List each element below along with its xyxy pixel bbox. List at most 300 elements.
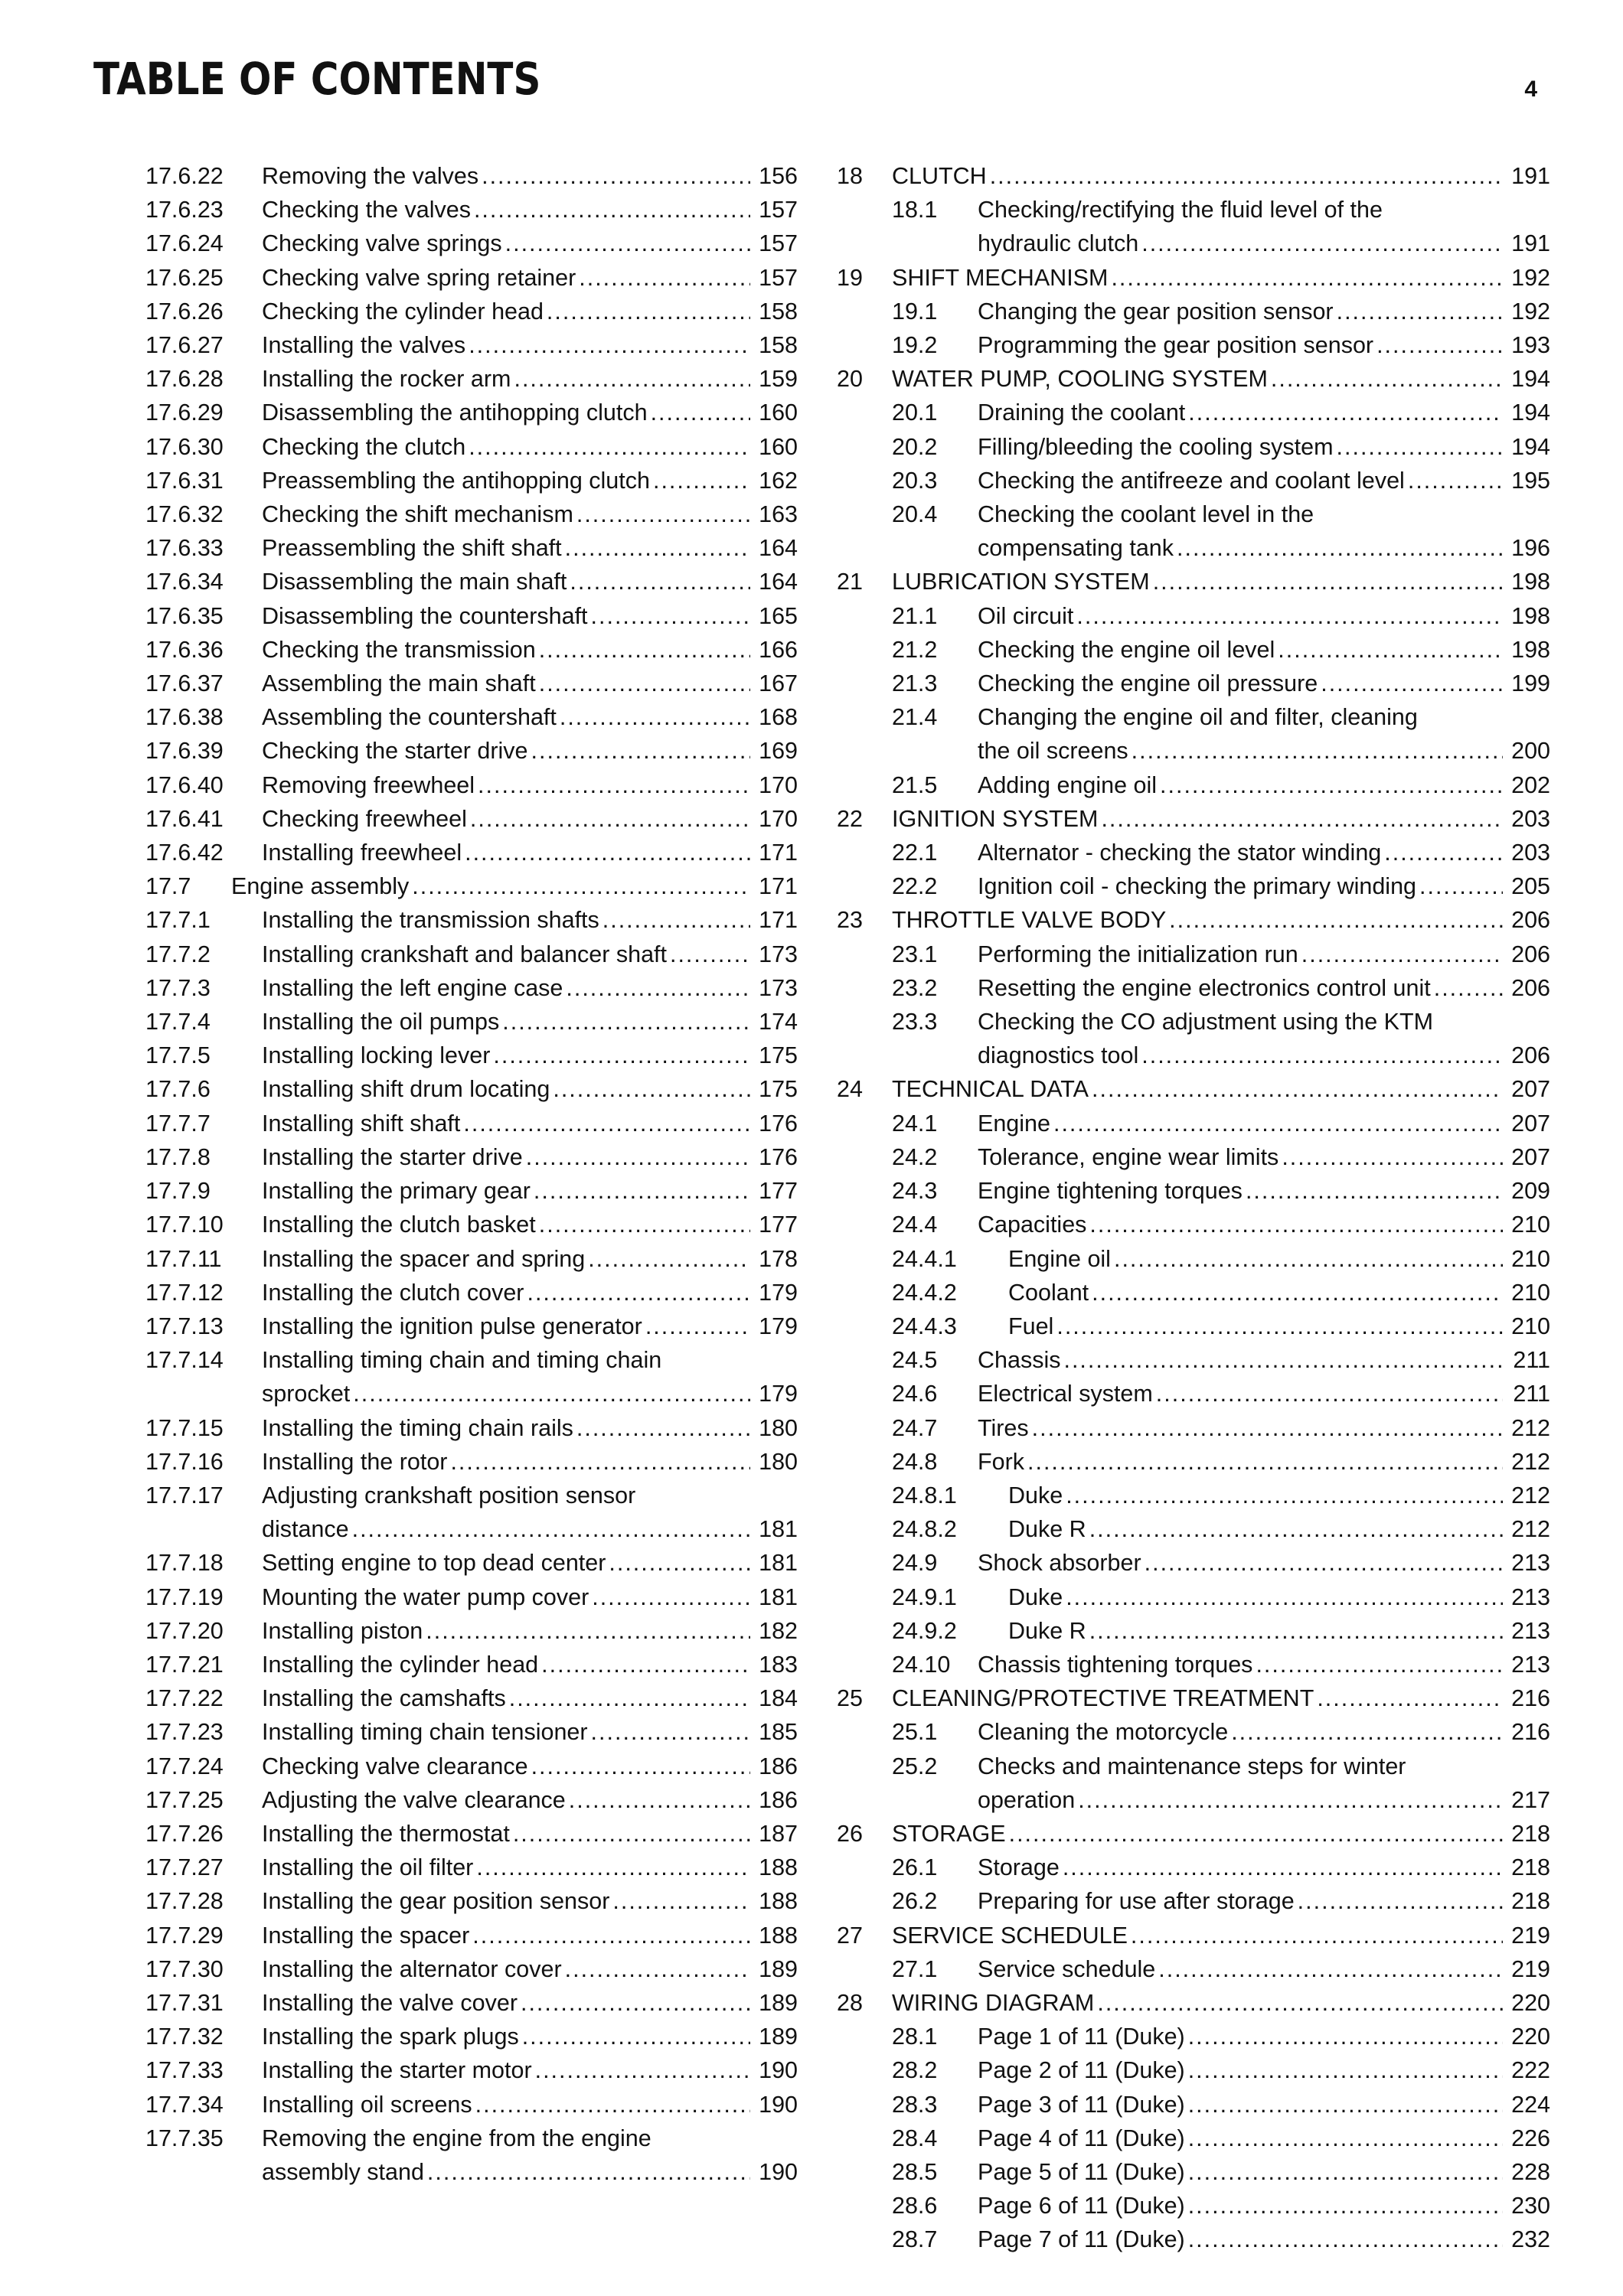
toc-entry[interactable] — [837, 869, 1550, 903]
toc-entry-body — [262, 1174, 798, 1208]
toc-entry[interactable] — [145, 2122, 798, 2189]
toc-indent — [837, 1750, 892, 1817]
toc-entry-last-line — [978, 2189, 1550, 2223]
toc-entry-title: Chassis tightening torques — [978, 1651, 1253, 1678]
toc-entry-page: 192 — [1511, 264, 1550, 291]
toc-entry-page: 193 — [1511, 332, 1550, 359]
toc-entry[interactable] — [837, 1512, 1550, 1546]
toc-entry[interactable] — [837, 700, 1550, 768]
toc-entry[interactable] — [837, 903, 1550, 937]
toc-entry[interactable] — [145, 295, 798, 328]
toc-entry[interactable] — [837, 768, 1550, 802]
toc-entry[interactable] — [145, 1648, 798, 1681]
toc-entry-title: Installing the spark plugs — [262, 2024, 519, 2050]
toc-entry[interactable] — [837, 1208, 1550, 1241]
toc-entry[interactable] — [837, 1817, 1550, 1851]
toc-entry[interactable] — [837, 1377, 1550, 1411]
toc-indent — [837, 2155, 892, 2189]
toc-entry-title: Installing the valve cover — [262, 1989, 518, 2016]
dot-leader — [1156, 1377, 1503, 1411]
toc-entry[interactable] — [145, 1851, 798, 1884]
toc-entry-number: 25.1 — [892, 1719, 938, 1746]
toc-entry-last-line — [262, 971, 798, 1005]
toc-entry-title: Checking the clutch — [262, 433, 466, 460]
toc-entry-body — [978, 1174, 1550, 1208]
toc-entry[interactable] — [145, 1309, 798, 1343]
toc-entry[interactable] — [837, 1614, 1550, 1648]
toc-entry-page: 207 — [1511, 1076, 1550, 1103]
dot-leader — [1153, 565, 1503, 598]
toc-indent — [837, 633, 892, 667]
toc-entry-title: Oil circuit — [978, 602, 1074, 629]
toc-entry[interactable] — [145, 2088, 798, 2122]
toc-entry-title: Installing the camshafts — [262, 1685, 506, 1712]
toc-entry[interactable] — [837, 565, 1550, 598]
toc-entry-page: 188 — [759, 1888, 798, 1915]
toc-entry-number: 17.7.16 — [145, 1448, 224, 1475]
toc-entry[interactable] — [145, 2020, 798, 2053]
toc-entry[interactable] — [837, 1411, 1550, 1445]
toc-entry-title: SHIFT MECHANISM — [892, 264, 1109, 291]
toc-entry-page: 156 — [759, 163, 798, 189]
dot-leader — [475, 2088, 750, 2122]
toc-entry-number: 17.7.13 — [145, 1313, 224, 1339]
toc-entry-last-line — [262, 1039, 798, 1072]
toc-entry-page: 171 — [759, 873, 798, 900]
toc-entry[interactable] — [837, 1479, 1550, 1512]
toc-indent — [837, 1715, 892, 1749]
toc-entry-page: 178 — [759, 1245, 798, 1272]
toc-entry-title: Changing the engine oil and filter, cleaning — [978, 704, 1418, 731]
dot-leader — [592, 1580, 750, 1614]
toc-entry-title: Installing the cylinder head — [262, 1651, 539, 1678]
toc-entry-number: 17.7.7 — [145, 1110, 211, 1137]
toc-entry-last-line — [262, 1107, 798, 1140]
toc-entry-number: 17.7.25 — [145, 1786, 224, 1813]
toc-entry[interactable] — [837, 464, 1550, 497]
dot-leader — [427, 2155, 750, 2189]
dot-leader — [1089, 1208, 1503, 1241]
toc-entry-title-continued: distance — [262, 1516, 349, 1543]
toc-entry[interactable] — [145, 768, 798, 802]
toc-entry-last-line — [892, 261, 1550, 295]
toc-indent — [837, 2088, 892, 2122]
toc-entry-title: Engine oil — [1008, 1245, 1111, 1272]
toc-entry-body — [262, 1411, 798, 1445]
toc-entry[interactable] — [145, 1884, 798, 1918]
toc-entry[interactable] — [145, 903, 798, 937]
toc-entry-body — [978, 700, 1550, 768]
toc-entry[interactable] — [837, 1580, 1550, 1614]
toc-entry-page: 212 — [1511, 1414, 1550, 1441]
toc-entry-page: 179 — [759, 1313, 798, 1339]
toc-entry[interactable] — [837, 1952, 1550, 1986]
toc-entry-title: Tolerance, engine wear limits — [978, 1143, 1279, 1170]
toc-entry-body — [262, 1242, 798, 1276]
toc-indent — [837, 869, 892, 903]
dot-leader — [1301, 938, 1503, 971]
toc-entry-page: 173 — [759, 941, 798, 967]
toc-entry-body — [978, 1546, 1550, 1580]
toc-entry[interactable] — [145, 1411, 798, 1445]
toc-entry-number: 28.6 — [892, 2193, 938, 2219]
toc-entry[interactable] — [837, 497, 1550, 565]
toc-entry[interactable] — [837, 599, 1550, 633]
toc-entry[interactable] — [837, 1986, 1550, 2020]
toc-entry[interactable] — [837, 261, 1550, 295]
toc-entry-title: Checking the antifreeze and coolant level — [978, 467, 1405, 494]
toc-entry[interactable] — [837, 633, 1550, 667]
toc-entry-number: 22 — [837, 805, 863, 832]
toc-indent — [837, 938, 892, 971]
dot-leader — [463, 1107, 750, 1140]
toc-entry-number: 28.5 — [892, 2158, 938, 2185]
dot-leader — [651, 396, 750, 429]
toc-entry[interactable] — [145, 802, 798, 836]
toc-entry[interactable] — [145, 971, 798, 1005]
toc-entry[interactable] — [145, 497, 798, 531]
toc-entry-title: Tires — [978, 1414, 1029, 1441]
toc-entry-number: 17.7.22 — [145, 1685, 224, 1712]
toc-entry[interactable] — [837, 1174, 1550, 1208]
toc-entry[interactable] — [145, 362, 798, 396]
toc-entry[interactable] — [145, 1445, 798, 1479]
toc-entry[interactable] — [145, 1005, 798, 1039]
toc-entry[interactable] — [145, 700, 798, 734]
toc-entry[interactable] — [837, 2088, 1550, 2122]
toc-entry-number: 24.9 — [892, 1550, 938, 1577]
toc-entry-title: Storage — [978, 1854, 1060, 1881]
toc-entry[interactable] — [837, 1276, 1550, 1309]
toc-entry-page: 171 — [759, 840, 798, 866]
toc-entry-page: 216 — [1511, 1685, 1550, 1712]
toc-entry[interactable] — [145, 464, 798, 497]
toc-entry[interactable] — [145, 1039, 798, 1072]
toc-entry-title: Installing crankshaft and balancer shaft — [262, 941, 667, 967]
toc-entry[interactable] — [837, 193, 1550, 260]
toc-entry-body — [262, 700, 798, 734]
toc-entry-page: 219 — [1511, 1955, 1550, 1982]
toc-entry[interactable] — [837, 2053, 1550, 2087]
toc-entry[interactable] — [837, 971, 1550, 1005]
toc-entry[interactable] — [145, 836, 798, 869]
toc-entry-page: 196 — [1511, 535, 1550, 562]
toc-entry-last-line — [978, 633, 1550, 667]
toc-indent — [837, 2122, 892, 2155]
toc-entry[interactable] — [145, 227, 798, 260]
toc-entry-body — [978, 2020, 1550, 2053]
toc-entry-body — [978, 836, 1550, 869]
toc-entry-last-line — [978, 464, 1550, 497]
toc-entry-last-line — [262, 2020, 798, 2053]
toc-entry[interactable] — [837, 159, 1550, 193]
toc-entry-body — [262, 565, 798, 598]
toc-entry-page: 226 — [1511, 2125, 1550, 2151]
toc-entry-last-line — [262, 2088, 798, 2122]
toc-entry-last-line — [262, 328, 798, 362]
toc-entry[interactable] — [145, 1479, 798, 1546]
toc-entry-title: Installing the rotor — [262, 1448, 448, 1475]
dot-leader — [478, 768, 750, 802]
toc-entry-title: Removing freewheel — [262, 771, 475, 798]
toc-entry-body — [262, 1445, 798, 1479]
toc-entry[interactable] — [145, 430, 798, 464]
toc-entry-page: 211 — [1513, 1381, 1550, 1407]
toc-entry-page: 194 — [1511, 400, 1550, 426]
dot-leader — [579, 261, 750, 295]
toc-entry-last-line — [1008, 1276, 1550, 1309]
toc-entry[interactable] — [145, 531, 798, 565]
toc-entry-last-line — [262, 1309, 798, 1343]
toc-entry[interactable] — [145, 1072, 798, 1106]
toc-entry-last-line — [978, 971, 1550, 1005]
toc-entry-number: 17.7.31 — [145, 1989, 224, 2016]
dot-leader — [450, 1445, 750, 1479]
toc-entry-title: Page 3 of 11 (Duke) — [978, 2091, 1185, 2118]
toc-entry-title: WATER PUMP, COOLING SYSTEM — [892, 366, 1268, 393]
toc-entry[interactable] — [145, 734, 798, 768]
toc-entry[interactable] — [145, 1783, 798, 1817]
dot-leader — [531, 734, 750, 768]
toc-entry-page: 210 — [1511, 1212, 1550, 1238]
toc-entry-page: 191 — [1511, 230, 1550, 257]
toc-entry-body — [262, 1750, 798, 1783]
toc-entry-number: 26.2 — [892, 1888, 938, 1915]
toc-entry[interactable] — [145, 1174, 798, 1208]
toc-entry[interactable] — [837, 836, 1550, 869]
toc-entry[interactable] — [145, 869, 798, 903]
toc-entry-title: Installing the spacer — [262, 1922, 470, 1949]
toc-entry-page: 179 — [759, 1279, 798, 1306]
toc-entry-body — [262, 1039, 798, 1072]
toc-entry-page: 158 — [759, 332, 798, 359]
toc-entry[interactable] — [837, 2155, 1550, 2189]
toc-entry[interactable] — [145, 1681, 798, 1715]
dot-leader — [522, 2020, 750, 2053]
toc-entry[interactable] — [837, 1005, 1550, 1072]
toc-left-column — [145, 159, 798, 2189]
toc-entry[interactable] — [145, 328, 798, 362]
toc-entry[interactable] — [837, 1715, 1550, 1749]
dot-leader — [472, 1919, 750, 1952]
toc-entry-number: 24 — [837, 1076, 863, 1103]
toc-entry[interactable] — [145, 1580, 798, 1614]
toc-entry-body — [262, 497, 798, 531]
dot-leader — [469, 430, 750, 464]
toc-entry-last-line — [978, 836, 1550, 869]
toc-entry-last-line — [978, 1411, 1550, 1445]
toc-entry[interactable] — [145, 1919, 798, 1952]
toc-entry-title-continued: operation — [978, 1786, 1076, 1813]
toc-entry-number: 17.6.35 — [145, 602, 224, 629]
toc-entry-title: Installing the spacer and spring — [262, 1245, 586, 1272]
toc-entry[interactable] — [837, 2020, 1550, 2053]
toc-indent — [837, 1005, 892, 1072]
dot-leader — [426, 1614, 750, 1648]
toc-entry[interactable] — [145, 1276, 798, 1309]
toc-entry-body — [978, 1952, 1550, 1986]
toc-indent — [837, 2020, 892, 2053]
toc-entry[interactable] — [837, 1343, 1550, 1377]
toc-entry-number: 21.5 — [892, 771, 938, 798]
toc-entry-number: 24.4 — [892, 1212, 938, 1238]
toc-entry-last-line — [262, 1174, 798, 1208]
toc-entry-number: 22.2 — [892, 873, 938, 900]
toc-entry[interactable] — [145, 1986, 798, 2020]
toc-entry[interactable] — [837, 295, 1550, 328]
toc-entry-title: Preassembling the shift shaft — [262, 535, 562, 562]
toc-entry[interactable] — [837, 1648, 1550, 1681]
toc-entry[interactable] — [837, 1884, 1550, 1918]
toc-entry[interactable] — [145, 1107, 798, 1140]
toc-entry[interactable] — [837, 1546, 1550, 1580]
toc-entry-body — [978, 1715, 1550, 1749]
toc-entry-number: 24.9.2 — [892, 1617, 957, 1644]
toc-entry[interactable] — [145, 1750, 798, 1783]
toc-indent — [837, 599, 892, 633]
toc-entry-page: 190 — [759, 2158, 798, 2185]
toc-entry-body — [978, 2155, 1550, 2189]
toc-entry-last-line — [978, 768, 1550, 802]
toc-entry-last-line — [262, 768, 798, 802]
toc-entry[interactable] — [145, 1140, 798, 1174]
toc-entry-title: Performing the initialization run — [978, 941, 1298, 967]
toc-entry[interactable] — [837, 1919, 1550, 1952]
dot-leader — [1384, 836, 1503, 869]
toc-entry-number: 17.7.12 — [145, 1279, 224, 1306]
toc-entry-title: Installing oil screens — [262, 2091, 472, 2118]
toc-entry-title-continued: sprocket — [262, 1381, 351, 1407]
toc-entry-title-continued: assembly stand — [262, 2158, 424, 2185]
toc-entry[interactable] — [145, 2053, 798, 2087]
toc-indent — [837, 1174, 892, 1208]
toc-entry[interactable] — [145, 1715, 798, 1749]
toc-entry[interactable] — [837, 1851, 1550, 1884]
toc-entry[interactable] — [837, 1681, 1550, 1715]
toc-entry[interactable] — [837, 2122, 1550, 2155]
toc-entry-title: THROTTLE VALVE BODY — [892, 907, 1167, 934]
toc-entry[interactable] — [837, 362, 1550, 396]
toc-entry[interactable] — [145, 667, 798, 700]
dot-leader — [1188, 396, 1503, 429]
toc-indent — [837, 464, 892, 497]
toc-entry-number: 19.1 — [892, 298, 938, 325]
toc-entry-last-line — [978, 1174, 1550, 1208]
toc-entry[interactable] — [145, 938, 798, 971]
toc-entry[interactable] — [837, 1107, 1550, 1140]
toc-entry[interactable] — [837, 328, 1550, 362]
toc-entry-page: 188 — [759, 1922, 798, 1949]
toc-entry-page: 168 — [759, 704, 798, 731]
toc-entry[interactable] — [145, 1208, 798, 1241]
toc-entry-body — [262, 802, 798, 836]
toc-entry[interactable] — [837, 938, 1550, 971]
dot-leader — [553, 1072, 750, 1106]
dot-leader — [352, 1512, 750, 1546]
toc-entry-number: 17.6.38 — [145, 704, 224, 731]
toc-entry[interactable] — [145, 1343, 798, 1411]
toc-entry-last-line — [978, 430, 1550, 464]
toc-entry-last-line — [978, 1039, 1550, 1072]
toc-indent — [837, 2053, 892, 2087]
toc-entry-page: 175 — [759, 1042, 798, 1069]
toc-entry-number: 24.4.3 — [892, 1313, 957, 1339]
toc-entry-last-line — [262, 1580, 798, 1614]
toc-entry[interactable] — [837, 1242, 1550, 1276]
toc-entry-title: STORAGE — [892, 1820, 1006, 1847]
toc-entry[interactable] — [145, 633, 798, 667]
toc-entry[interactable] — [145, 1546, 798, 1580]
dot-leader — [1145, 1546, 1503, 1580]
toc-entry[interactable] — [837, 667, 1550, 700]
dot-leader — [539, 1208, 750, 1241]
toc-entry[interactable] — [145, 159, 798, 193]
toc-entry-title: Duke — [1008, 1482, 1063, 1508]
dot-leader — [1101, 802, 1503, 836]
toc-entry[interactable] — [837, 1309, 1550, 1343]
toc-entry-last-line — [978, 1648, 1550, 1681]
toc-entry[interactable] — [837, 2223, 1550, 2256]
toc-entry[interactable] — [145, 193, 798, 227]
toc-entry[interactable] — [145, 261, 798, 295]
toc-entry-body — [978, 1343, 1550, 1377]
toc-entry[interactable] — [145, 1242, 798, 1276]
toc-entry[interactable] — [145, 396, 798, 429]
toc-entry[interactable] — [837, 430, 1550, 464]
toc-entry-last-line — [262, 1512, 798, 1546]
dot-leader — [1032, 1411, 1503, 1445]
toc-entry[interactable] — [837, 802, 1550, 836]
toc-entry[interactable] — [837, 2189, 1550, 2223]
toc-entry-last-line — [892, 362, 1550, 396]
toc-entry[interactable] — [837, 396, 1550, 429]
toc-entry-page: 194 — [1511, 433, 1550, 460]
dot-leader — [1131, 1919, 1503, 1952]
toc-entry-last-line — [978, 1343, 1550, 1377]
toc-entry[interactable] — [837, 1750, 1550, 1817]
toc-entry-last-line — [978, 1783, 1550, 1817]
toc-entry-body — [978, 599, 1550, 633]
toc-entry-body — [262, 1817, 798, 1851]
toc-entry[interactable] — [837, 1140, 1550, 1174]
toc-entry-title: Installing the clutch basket — [262, 1212, 536, 1238]
toc-entry-body — [978, 971, 1550, 1005]
toc-entry-number: 17.7.19 — [145, 1583, 224, 1610]
toc-entry-last-line — [262, 1715, 798, 1749]
toc-entry-body — [262, 1208, 798, 1241]
toc-entry[interactable] — [145, 599, 798, 633]
toc-entry-number: 23 — [837, 907, 863, 934]
toc-indent — [837, 430, 892, 464]
toc-indent — [837, 1343, 892, 1377]
toc-indent — [837, 2189, 892, 2223]
toc-entry-title: Checking the transmission — [262, 636, 536, 663]
toc-entry[interactable] — [837, 1445, 1550, 1479]
toc-entry[interactable] — [145, 1952, 798, 1986]
toc-entry[interactable] — [145, 1614, 798, 1648]
toc-entry-title: Disassembling the antihopping clutch — [262, 400, 648, 426]
toc-entry-title: Installing the oil pumps — [262, 1009, 500, 1035]
dot-leader — [1066, 1479, 1503, 1512]
dot-leader — [1092, 1072, 1503, 1106]
toc-entry-body — [231, 869, 798, 903]
toc-entry-last-line — [978, 599, 1550, 633]
toc-entry-last-line — [1008, 1580, 1550, 1614]
toc-entry[interactable] — [837, 1072, 1550, 1106]
dot-leader — [588, 1242, 750, 1276]
toc-entry[interactable] — [145, 1817, 798, 1851]
toc-entry[interactable] — [145, 565, 798, 598]
